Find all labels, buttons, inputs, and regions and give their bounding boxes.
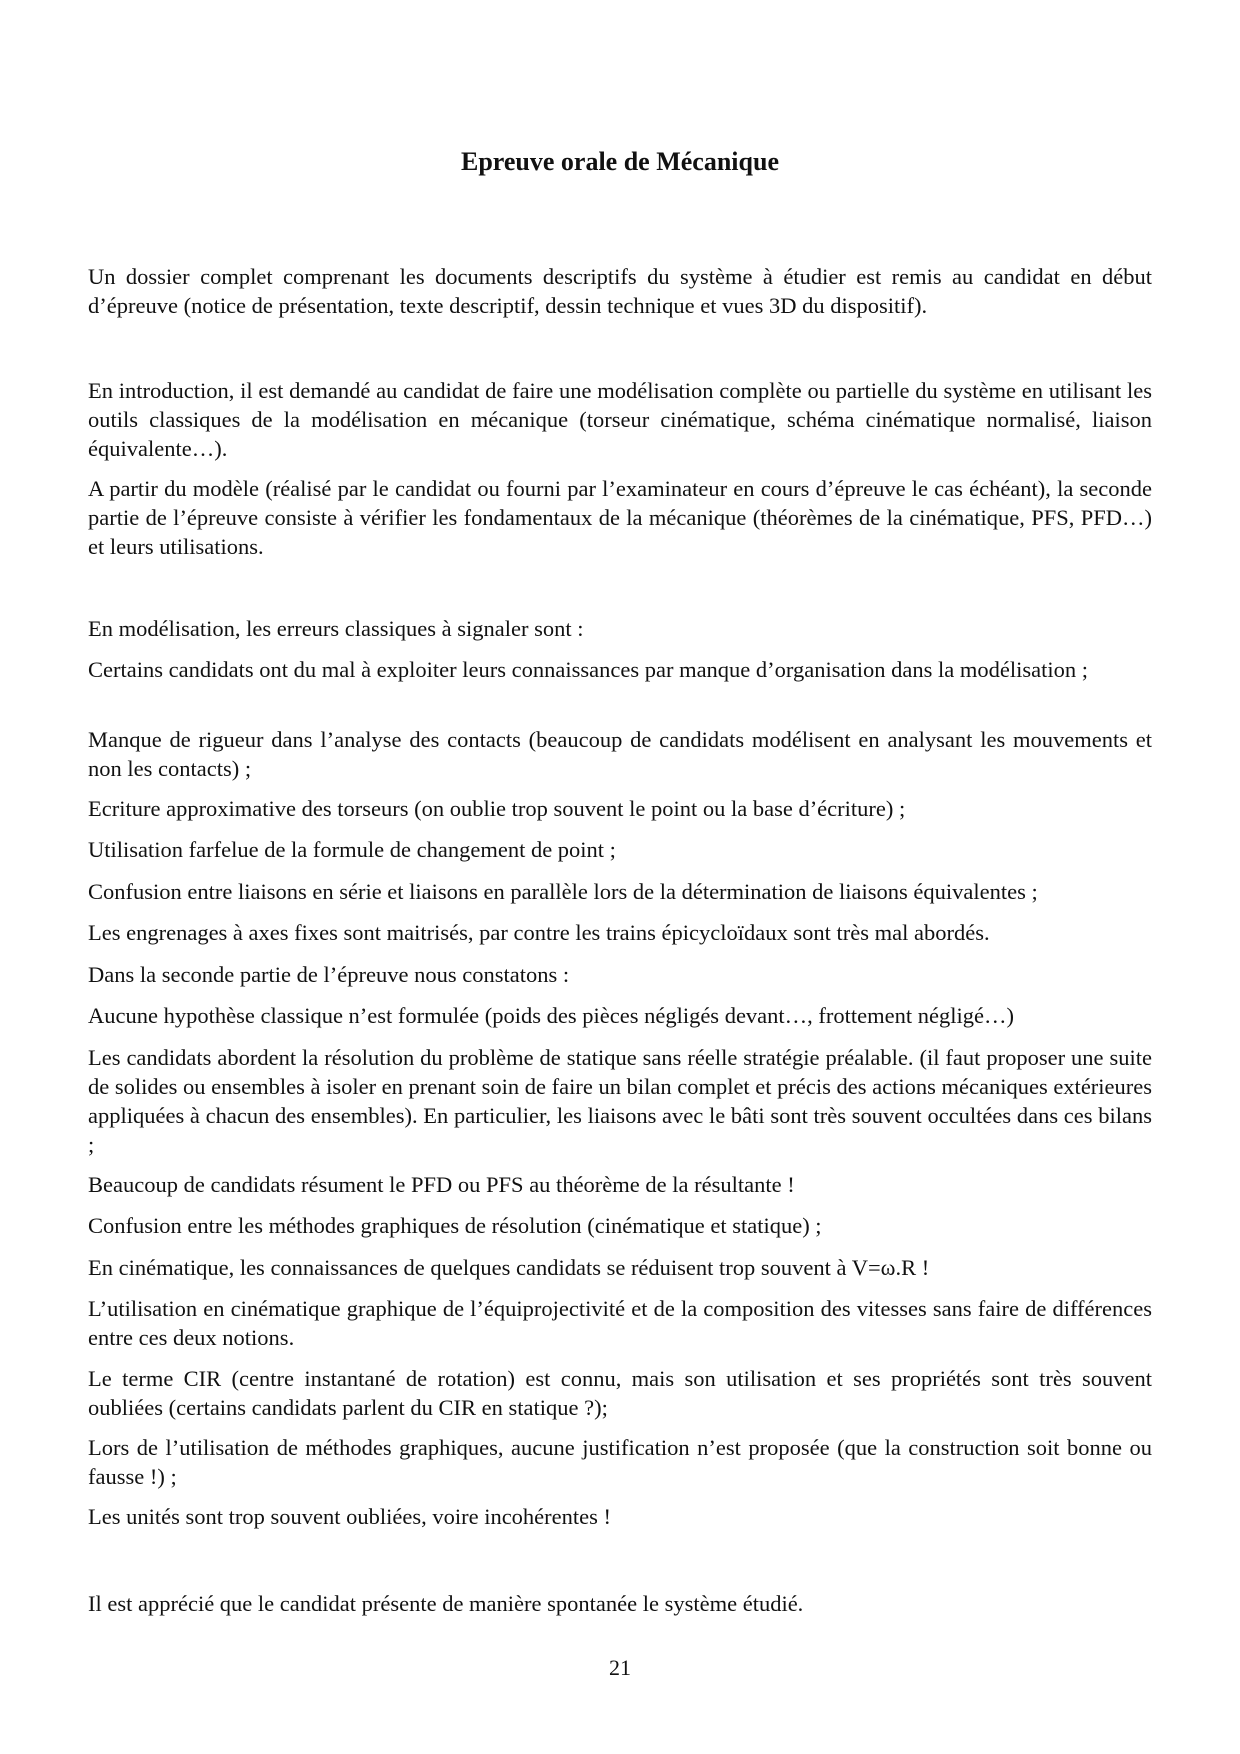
list-item: Ecriture approximative des torseurs (on oublie trop souvent le point ou la base d’écriture) ; [88,796,906,821]
list-item: Utilisation farfelue de la formule de changement de point ; [88,837,616,862]
list-item: Certains candidats ont du mal à exploiter leurs connaissances par manque d’organisation dans la modélisation ; [88,657,1088,682]
list-item: Aucune hypothèse classique n’est formulée (poids des pièces négligés devant…, frottement négligé…) [88,1003,1014,1028]
paragraph-conclusion: Il est apprécié que le candidat présente de manière spontanée le système étudié. [88,1591,804,1616]
list-item: Les engrenages à axes fixes sont maitrisés, par contre les trains épicycloïdaux sont très mal abordés. [88,920,990,945]
paragraph-erreurs-intro: En modélisation, les erreurs classiques à signaler sont : [88,616,584,641]
list-item: Manque de rigueur dans l’analyse des contacts (beaucoup de candidats modélisent en analysant les mouvements et non les contacts) ; [88,727,1152,781]
paragraph-introduction: En introduction, il est demandé au candidat de faire une modélisation complète ou partielle du système en utilisant les outils classiques de la modélisation en mécanique (torseur cinématique, schéma cinématique normalisé, liaison équivalente…). [88,378,1152,461]
list-item: Les candidats abordent la résolution du problème de statique sans réelle stratégie préalable. (il faut proposer une suite de solides ou ensembles à isoler en prenant soin de faire un bilan complet et précis des actions mécaniques extérieures appliquées à chacun des ensembles). En particulier, les liaisons avec le bâti sont très souvent occultées dans ces bilans ; [88,1045,1153,1157]
list-item: Confusion entre liaisons en série et liaisons en parallèle lors de la détermination de liaisons équivalentes ; [88,879,1038,904]
list-item: Confusion entre les méthodes graphiques de résolution (cinématique et statique) ; [88,1213,822,1238]
list-item: Beaucoup de candidats résument le PFD ou PFS au théorème de la résultante ! [88,1172,795,1197]
list-item: Le terme CIR (centre instantané de rotation) est connu, mais son utilisation et ses propriétés sont très souvent oubliées (certains candidats parlent du CIR en statique ?); [88,1366,1152,1420]
list-item: Les unités sont trop souvent oubliées, voire incohérentes ! [88,1504,612,1529]
list-item: L’utilisation en cinématique graphique de l’équiprojectivité et de la composition des vitesses sans faire de différences entre ces deux notions. [88,1296,1152,1350]
page-number: 21 [609,1655,631,1680]
list-item: En cinématique, les connaissances de quelques candidats se réduisent trop souvent à V=ω.R ! [88,1255,930,1280]
paragraph-seconde-partie: A partir du modèle (réalisé par le candidat ou fourni par l’examinateur en cours d’épreuve le cas échéant), la seconde partie de l’épreuve consiste à vérifier les fondamentaux de la mécanique (théorèmes de la cinématique, PFS, PFD…) et leurs utilisations. [88,476,1152,559]
page-title: Epreuve orale de Mécanique [461,147,779,176]
paragraph-dossier: Un dossier complet comprenant les documents descriptifs du système à étudier est remis au candidat en début d’épreuve (notice de présentation, texte descriptif, dessin technique et vues 3D du dispositif). [88,264,1152,318]
paragraph-constats-intro: Dans la seconde partie de l’épreuve nous constatons : [88,962,570,987]
list-item: Lors de l’utilisation de méthodes graphiques, aucune justification n’est proposée (que la construction soit bonne ou fausse !) ; [88,1435,1152,1489]
